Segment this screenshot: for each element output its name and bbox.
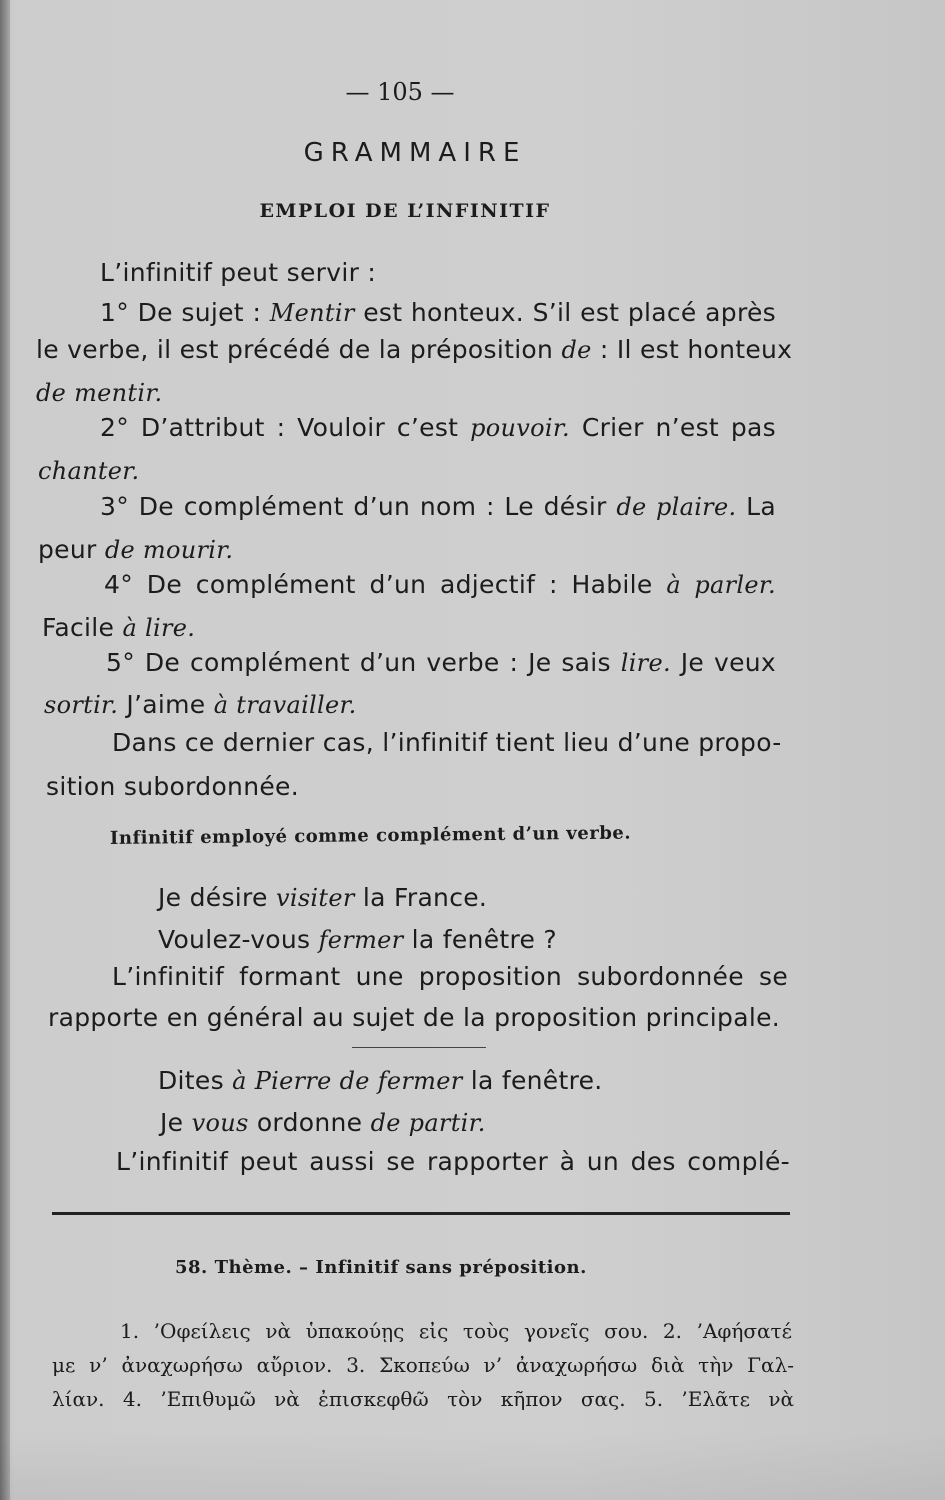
section-heading: Infinitif employé comme complément d’un verbe. [109,822,632,849]
example-verb: visiter [275,884,355,912]
item1-example: Mentir [269,299,355,327]
example-line [158,925,557,955]
rule-text: rapporte en général au sujet de la proposition principale. [48,1003,780,1032]
item2-example: chanter. [38,457,140,485]
exercise-text: λίαν. 4. ’Επιθυμῶ νὰ ἐπισκεφθῶ τὸν κῆπον σας. 5. ’Ελᾶτε νὰ [52,1387,794,1411]
example-verb: vous [191,1109,249,1137]
item1-line1 [100,298,776,328]
item1-line3 [36,378,162,408]
item3-line2 [38,535,233,565]
item4-example: à parler. [666,571,776,599]
item3-example: de plaire. [616,493,737,521]
item1-text: le verbe, il est précédé de la préposition [36,335,562,364]
example-text: la fenêtre ? [403,925,558,954]
item5-line2 [44,690,357,720]
example-text: la fenêtre. [462,1066,603,1095]
example-line [160,1108,486,1138]
exercise-line2 [52,1352,794,1378]
item5-text: Je veux [670,648,776,677]
item1-text: : Il est honteux [591,335,793,364]
item5-line1 [106,648,776,678]
example-text: ordonne [248,1108,371,1137]
item5-example: sortir. [44,691,119,719]
item4-text: 4° De complément d’un adjectif : Habile [104,570,667,599]
example-verb: à Pierre de fermer [232,1067,463,1095]
item4-line1 [104,570,776,600]
note-text: Dans ce dernier cas, l’infinitif tient lieu d’une propo- [112,728,782,757]
page-number: — 105 — [345,78,455,106]
item1-text: 1° De sujet : [100,298,270,327]
item3-text: peur [38,535,105,564]
item3-text: 3° De complément d’un nom : Le désir [100,492,617,521]
example-text: Voulez-vous [158,925,319,954]
item5-example: lire. [620,649,671,677]
example-text: Je désire [158,883,276,912]
example-line [158,883,487,913]
item2-text: 2° D’attribut : Vouloir c’est [100,413,471,442]
page-binding-edge [0,0,10,1500]
item5-text: J’aime [118,690,214,719]
exercise-line1 [120,1318,792,1344]
exercise-line3 [52,1386,794,1412]
example-verb: fermer [318,926,404,954]
note-text: sition subordonnée. [46,772,299,801]
item3-text: La [736,492,776,521]
item2-line1 [100,413,776,443]
exercise-text: με ν’ ἀναχωρήσω αὔριον. 3. Σκοπεύω ν’ ἀναχωρήσω διὰ τὴν Γαλ- [52,1353,794,1377]
rule-line2 [48,1003,780,1033]
item4-text: Facile [42,613,123,642]
page-title: GRAMMAIRE [303,138,527,168]
item2-text: Crier n’est pas [569,413,776,442]
item1-example: de mentir. [36,379,163,407]
example-text: Dites [158,1066,233,1095]
item1-text: est honteux. S’il est placé après [354,298,776,327]
item3-line1 [100,492,776,522]
example-text: la France. [354,883,488,912]
rule-line1 [112,962,788,992]
item2-line2 [38,456,139,486]
example-verb: de partir. [370,1109,486,1137]
example-line [158,1066,603,1096]
section-subtitle: EMPLOI DE L’INFINITIF [259,200,551,222]
item4-example: à lire. [122,614,196,642]
item5-example: à travailler. [213,691,357,719]
page-shade [0,1430,945,1500]
note-line1 [112,728,780,758]
continuation-line [116,1147,790,1177]
intro-text: L’infinitif peut servir : [100,258,377,287]
intro-line [100,258,376,288]
item3-example: de mourir. [104,536,234,564]
rule-text: L’infinitif formant une proposition subordonnée se [112,962,788,991]
item1-example: de [561,336,592,364]
exercise-heading: 58. Thème. – Infinitif sans préposition. [175,1257,587,1278]
example-text: Je [160,1108,192,1137]
item2-example: pouvoir. [470,414,570,442]
footer-rule [52,1212,790,1215]
item4-line2 [42,613,195,643]
item5-text: 5° De complément d’un verbe : Je sais [106,648,621,677]
item1-line2 [36,335,793,365]
continuation-text: L’infinitif peut aussi se rapporter à un des complé- [116,1147,790,1176]
exercise-text: 1. ’Οφείλεις νὰ ὑπακούῃς εἰς τοὺς γονεῖς σου. 2. ’Αφήσατέ [120,1319,792,1343]
divider [352,1047,486,1048]
note-line2 [46,772,299,802]
